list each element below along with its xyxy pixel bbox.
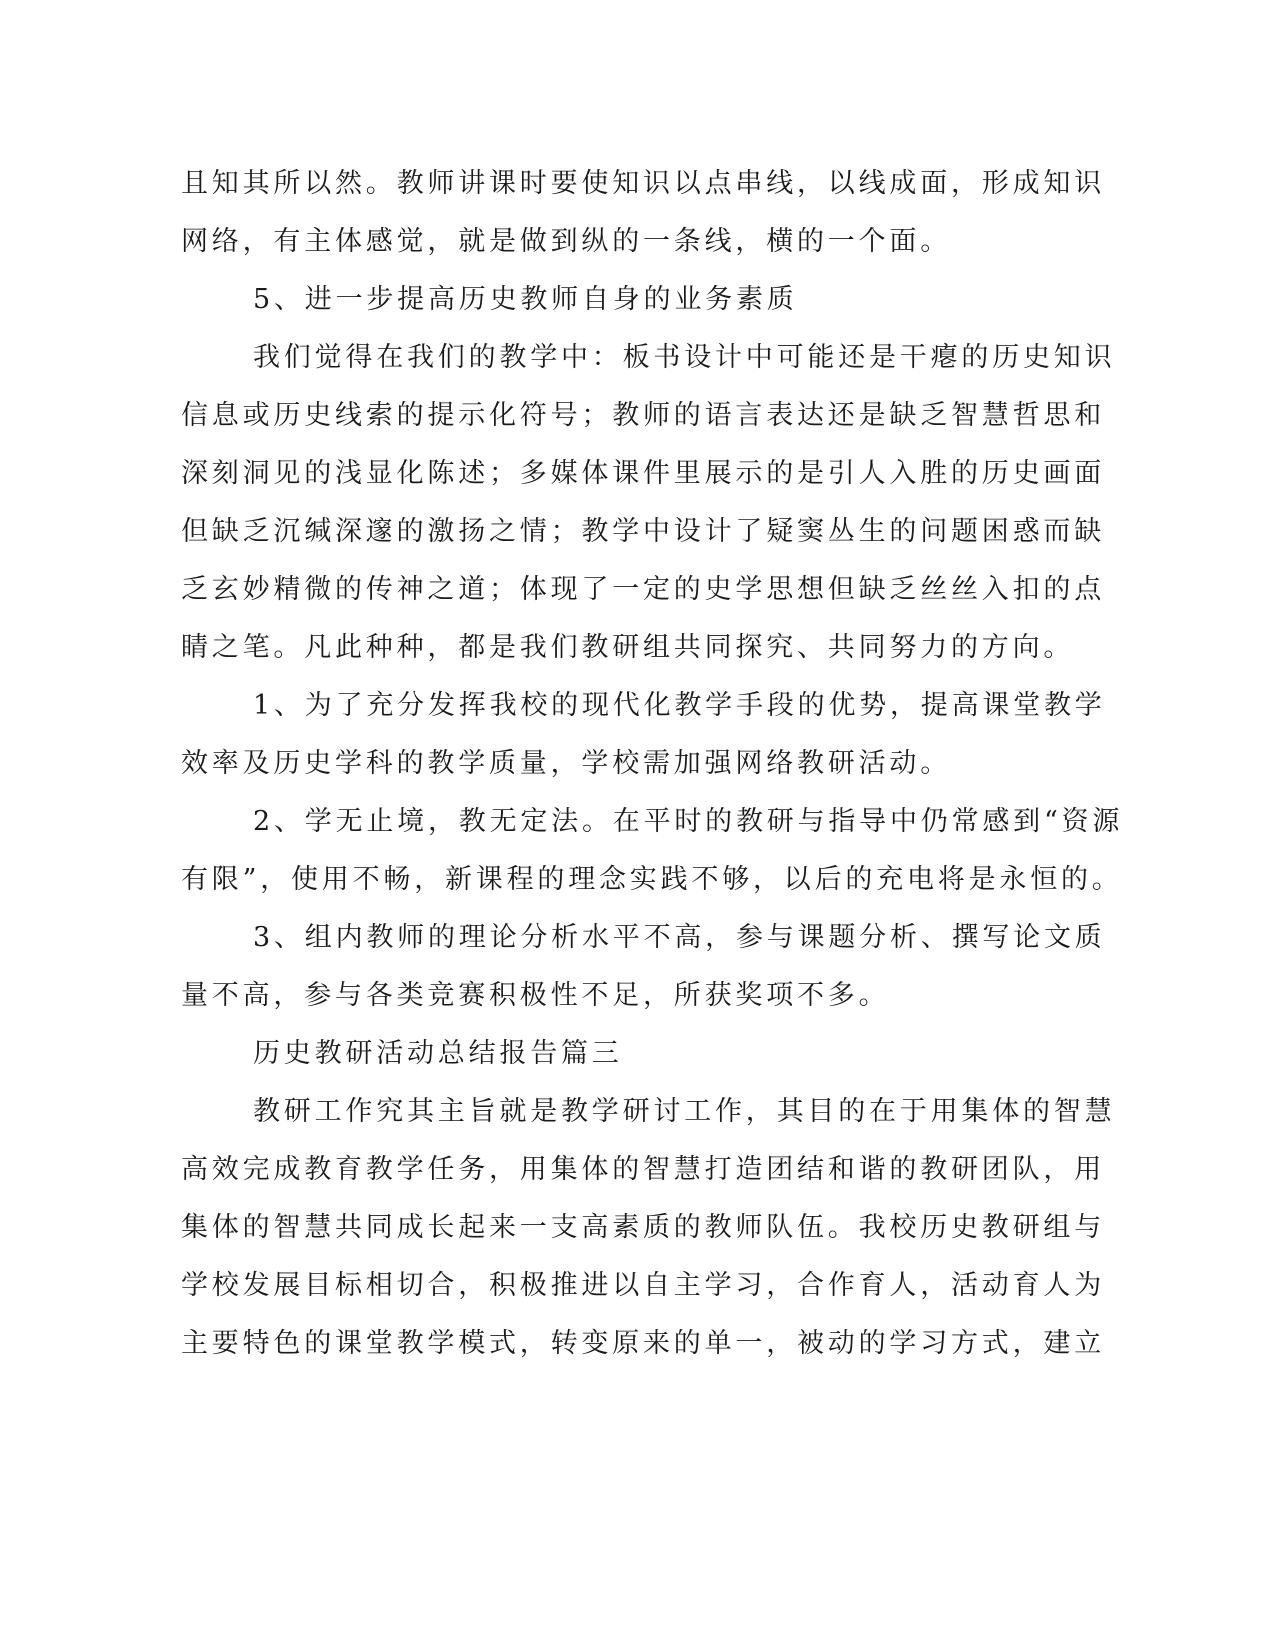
text-line: 效率及历史学科的教学质量，学校需加强网络教研活动。 — [181, 748, 951, 779]
text-line: 深刻洞见的浅显化陈述；多媒体课件里展示的是引人入胜的历史画面 — [181, 458, 1105, 489]
text-line: 集体的智慧共同成长起来一支高素质的教师队伍。我校历史教研组与 — [181, 1212, 1105, 1243]
text-line: 高效完成教育教学任务，用集体的智慧打造团结和谐的教研团队，用 — [181, 1154, 1105, 1185]
text-line: 教研工作究其主旨就是教学研讨工作，其目的在于用集体的智慧 — [253, 1096, 1116, 1127]
text-line: 但缺乏沉缄深邃的激扬之情；教学中设计了疑窦丛生的问题困惑而缺 — [181, 516, 1105, 547]
text-line: 且知其所以然。教师讲课时要使知识以点串线，以线成面，形成知识 — [181, 168, 1105, 199]
text-line: 有限”，使用不畅，新课程的理念实践不够，以后的充电将是永恒的。 — [181, 864, 1123, 895]
text-line: 乏玄妙精微的传神之道；体现了一定的史学思想但缺乏丝丝入扣的点 — [181, 574, 1105, 605]
text-line: 网络，有主体感觉，就是做到纵的一条线，横的一个面。 — [181, 226, 951, 257]
text-line: 信息或历史线索的提示化符号；教师的语言表达还是缺乏智慧哲思和 — [181, 400, 1105, 431]
document-body — [181, 155, 1124, 1373]
text-line: 学校发展目标相切合，积极推进以自主学习，合作育人，活动育人为 — [181, 1270, 1105, 1301]
text-line: 3、组内教师的理论分析水平不高，参与课题分析、撰写论文质 — [253, 922, 1106, 953]
text-line: 2、学无止境，教无定法。在平时的教研与指导中仍常感到“资源 — [253, 806, 1124, 837]
text-line: 1、为了充分发挥我校的现代化教学手段的优势，提高课堂教学 — [253, 690, 1106, 721]
text-line: 睛之笔。凡此种种，都是我们教研组共同探究、共同努力的方向。 — [181, 632, 1075, 663]
text-line: 量不高，参与各类竞赛积极性不足，所获奖项不多。 — [181, 980, 890, 1011]
text-line: 我们觉得在我们的教学中：板书设计中可能还是干瘪的历史知识 — [253, 342, 1116, 373]
text-line: 主要特色的课堂教学模式，转变原来的单一，被动的学习方式，建立 — [181, 1328, 1105, 1359]
text-line: 5、进一步提高历史教师自身的业务素质 — [253, 284, 798, 315]
text-line: 历史教研活动总结报告篇三 — [253, 1038, 623, 1069]
